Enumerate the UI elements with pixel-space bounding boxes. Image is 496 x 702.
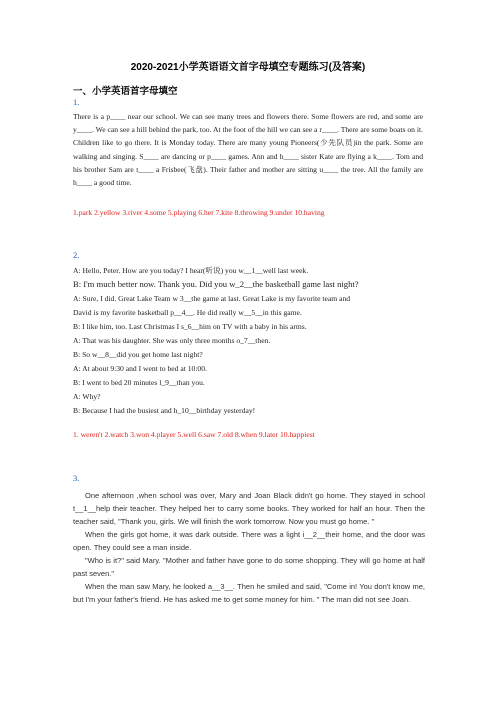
question-2-answer: 1. weren't 2.watch 3.won 4.player 5.well 6.saw 7.old 8.when 9.later 10.happiest bbox=[73, 430, 315, 439]
section-heading: 一、小学英语首字母填空 bbox=[73, 86, 178, 97]
dialogue-line: David is my favorite basketball p__4__. He did really w__5__in this game. bbox=[73, 308, 302, 317]
question-1-answer: 1.park 2.yellow 3.river 4.some 5.playing 6.her 7.kite 8.throwing 9.under 10.having bbox=[73, 208, 325, 217]
question-3-text bbox=[73, 489, 425, 606]
dialogue-line: B: I'm much better now. Thank you. Did you w_2__the basketball game last night? bbox=[73, 279, 359, 289]
dialogue-line: A: At about 9:30 and I went to bed at 10:00. bbox=[73, 364, 207, 373]
paragraph: When the girls got home, it was dark outside. There was a light i__2__their home, and the door was open. They could see a man inside. bbox=[73, 530, 425, 552]
dialogue-line: B: Because I had the busiest and h_10__birthday yesterday! bbox=[73, 406, 256, 415]
dialogue-line: A: Hello, Peter. How are you today? I hear(听说) you w__1__well last week. bbox=[73, 266, 309, 275]
document-title: 2020-2021小学英语语文首字母填空专题练习(及答案) bbox=[130, 62, 366, 73]
dialogue-line: B: I like him, too. Last Christmas I s_6__him on TV with a baby in his arms. bbox=[73, 322, 307, 331]
dialogue-line: A: Sure, I did. Great Lake Team w 3__the game at last. Great Lake is my favorite team and bbox=[73, 294, 351, 303]
question-3-number: 3. bbox=[73, 473, 80, 483]
paragraph: One afternoon ,when school was over, Mary and Joan Black didn't go home. They stayed in school t__1__help their teacher. They helped her to carry some books. They worked for half an hour. Then the teacher said, "Thank you, girls. We will finish the work tomorrow. Now you must go home. " bbox=[73, 491, 425, 526]
dialogue-line: B: I went to bed 20 minutes l_9__than you. bbox=[73, 378, 205, 387]
dialogue-line: A: Why? bbox=[73, 392, 101, 401]
question-1-number: 1. bbox=[73, 97, 80, 107]
question-2-number: 2. bbox=[73, 250, 80, 260]
paragraph: "Who is it?" said Mary. "Mother and father have gone to do some shopping. They will go home at half past seven." bbox=[73, 556, 425, 578]
dialogue-line: A: That was his daughter. She was only three months o_7__then. bbox=[73, 336, 271, 345]
dialogue-line: B: So w__8__did you get home last night? bbox=[73, 350, 203, 359]
question-1-text: There is a p____ near our school. We can see many trees and flowers there. Some flowers are red, and some are y____. We can see a hill behind the park, too. At the foot of the hill we can see a r____. There are some boats on it. Children like to go there. It is Monday today. There are many young Pioneers(少先队员)in the park. Some are walking and singing. S____ are dancing or p____ games. Ann and h____ sister Kate are flying a k____. Tom and his brother Sam are t____ a Frisbee(飞盘). Their father and mother are sitting u____ the tree. All the family are h____ a good time. bbox=[73, 112, 423, 188]
paragraph: When the man saw Mary, he looked a__3__. Then he smiled and said, "Come in! You don't know me, but I'm your father's friend. He has asked me to get some money for him. " The man did not see Joan. bbox=[73, 582, 425, 604]
